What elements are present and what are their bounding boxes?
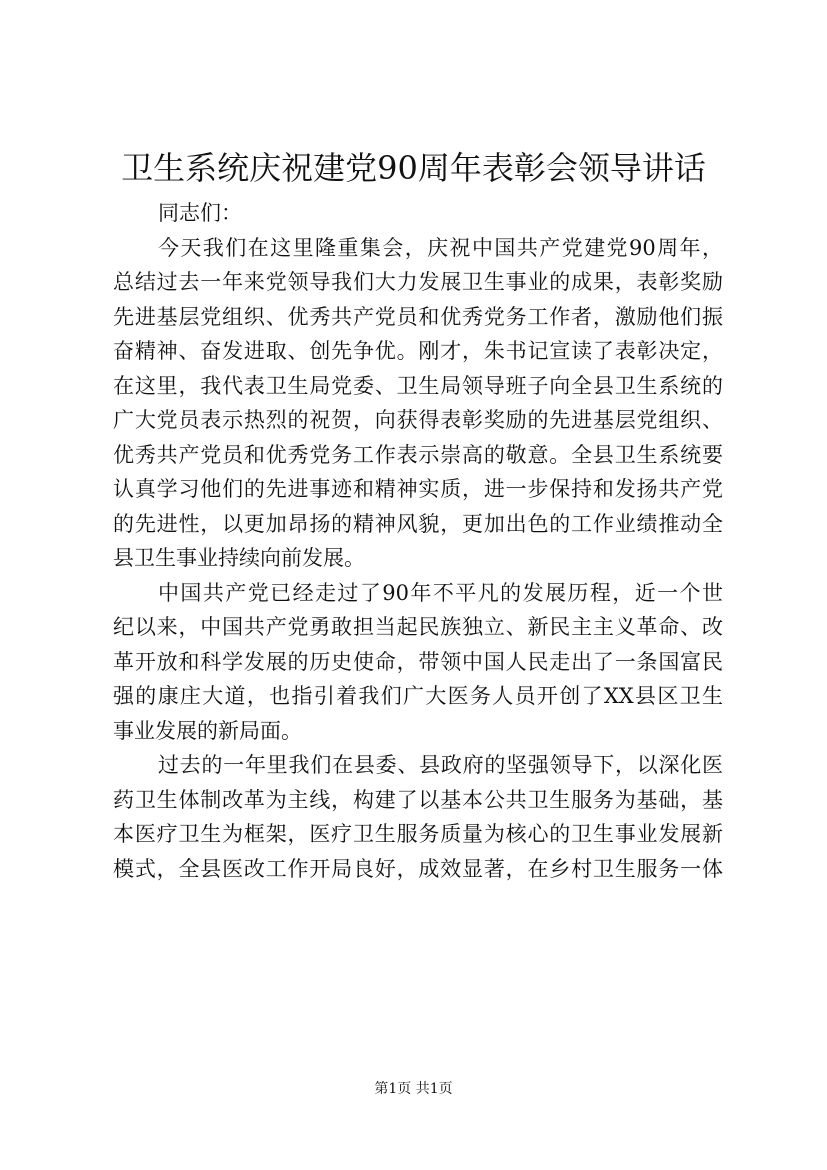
page-title: 卫生系统庆祝建党90周年表彰会领导讲话	[121, 149, 706, 187]
paragraph-2-line-5: 事业发展的新局面。	[113, 718, 302, 743]
paragraph-1-line-7: 优秀共产党员和优秀党务工作表示崇高的敬意。全县卫生系统要	[113, 442, 723, 467]
paragraph-2-line-1: 中国共产党已经走过了90年不平凡的发展历程，近一个世	[158, 580, 723, 605]
paragraph-3-line-1: 过去的一年里我们在县委、县政府的坚强领导下，以深化医	[158, 753, 723, 777]
paragraph-1-line-2: 总结过去一年来党领导我们大力发展卫生事业的成果，表彰奖励	[113, 270, 723, 294]
paragraph-1-line-10: 县卫生事业持续向前发展。	[113, 546, 365, 570]
paragraph-3-line-2: 药卫生体制改革为主线，构建了以基本公共卫生服务为基础，基	[113, 787, 723, 812]
paragraph-3-line-4: 模式，全县医改工作开局良好，成效显著，在乡村卫生服务一体	[113, 856, 723, 881]
salutation: 同志们：	[158, 201, 242, 225]
paragraph-2-line-4: 强的康庄大道，也指引着我们广大医务人员开创了XX县区卫生	[113, 684, 723, 708]
paragraph-1-line-3: 先进基层党组织、优秀共产党员和优秀党务工作者，激励他们振	[113, 304, 723, 329]
paragraph-1-line-9: 的先进性，以更加昂扬的精神风貌，更加出色的工作业绩推动全	[113, 511, 723, 536]
paragraph-3-line-3: 本医疗卫生为框架，医疗卫生服务质量为核心的卫生事业发展新	[113, 822, 723, 846]
paragraph-1-line-6: 广大党员表示热烈的祝贺，向获得表彰奖励的先进基层党组织、	[113, 408, 723, 432]
paragraph-1-line-4: 奋精神、奋发进取、创先争优。刚才，朱书记宣读了表彰决定，	[113, 339, 723, 363]
paragraph-1-line-8: 认真学习他们的先进事迹和精神实质，进一步保持和发扬共产党	[113, 477, 723, 501]
document-body	[113, 196, 723, 886]
paragraph-1-line-1: 今天我们在这里隆重集会，庆祝中国共产党建党90周年，	[158, 235, 723, 260]
paragraph-2-line-2: 纪以来，中国共产党勇敢担当起民族独立、新民主主义革命、改	[113, 615, 723, 639]
page-number-footer: 第1页 共1页	[374, 1081, 453, 1097]
paragraph-1-line-5: 在这里，我代表卫生局党委、卫生局领导班子向全县卫生系统的	[113, 373, 723, 398]
paragraph-2-line-3: 革开放和科学发展的历史使命，带领中国人民走出了一条国富民	[113, 649, 723, 674]
